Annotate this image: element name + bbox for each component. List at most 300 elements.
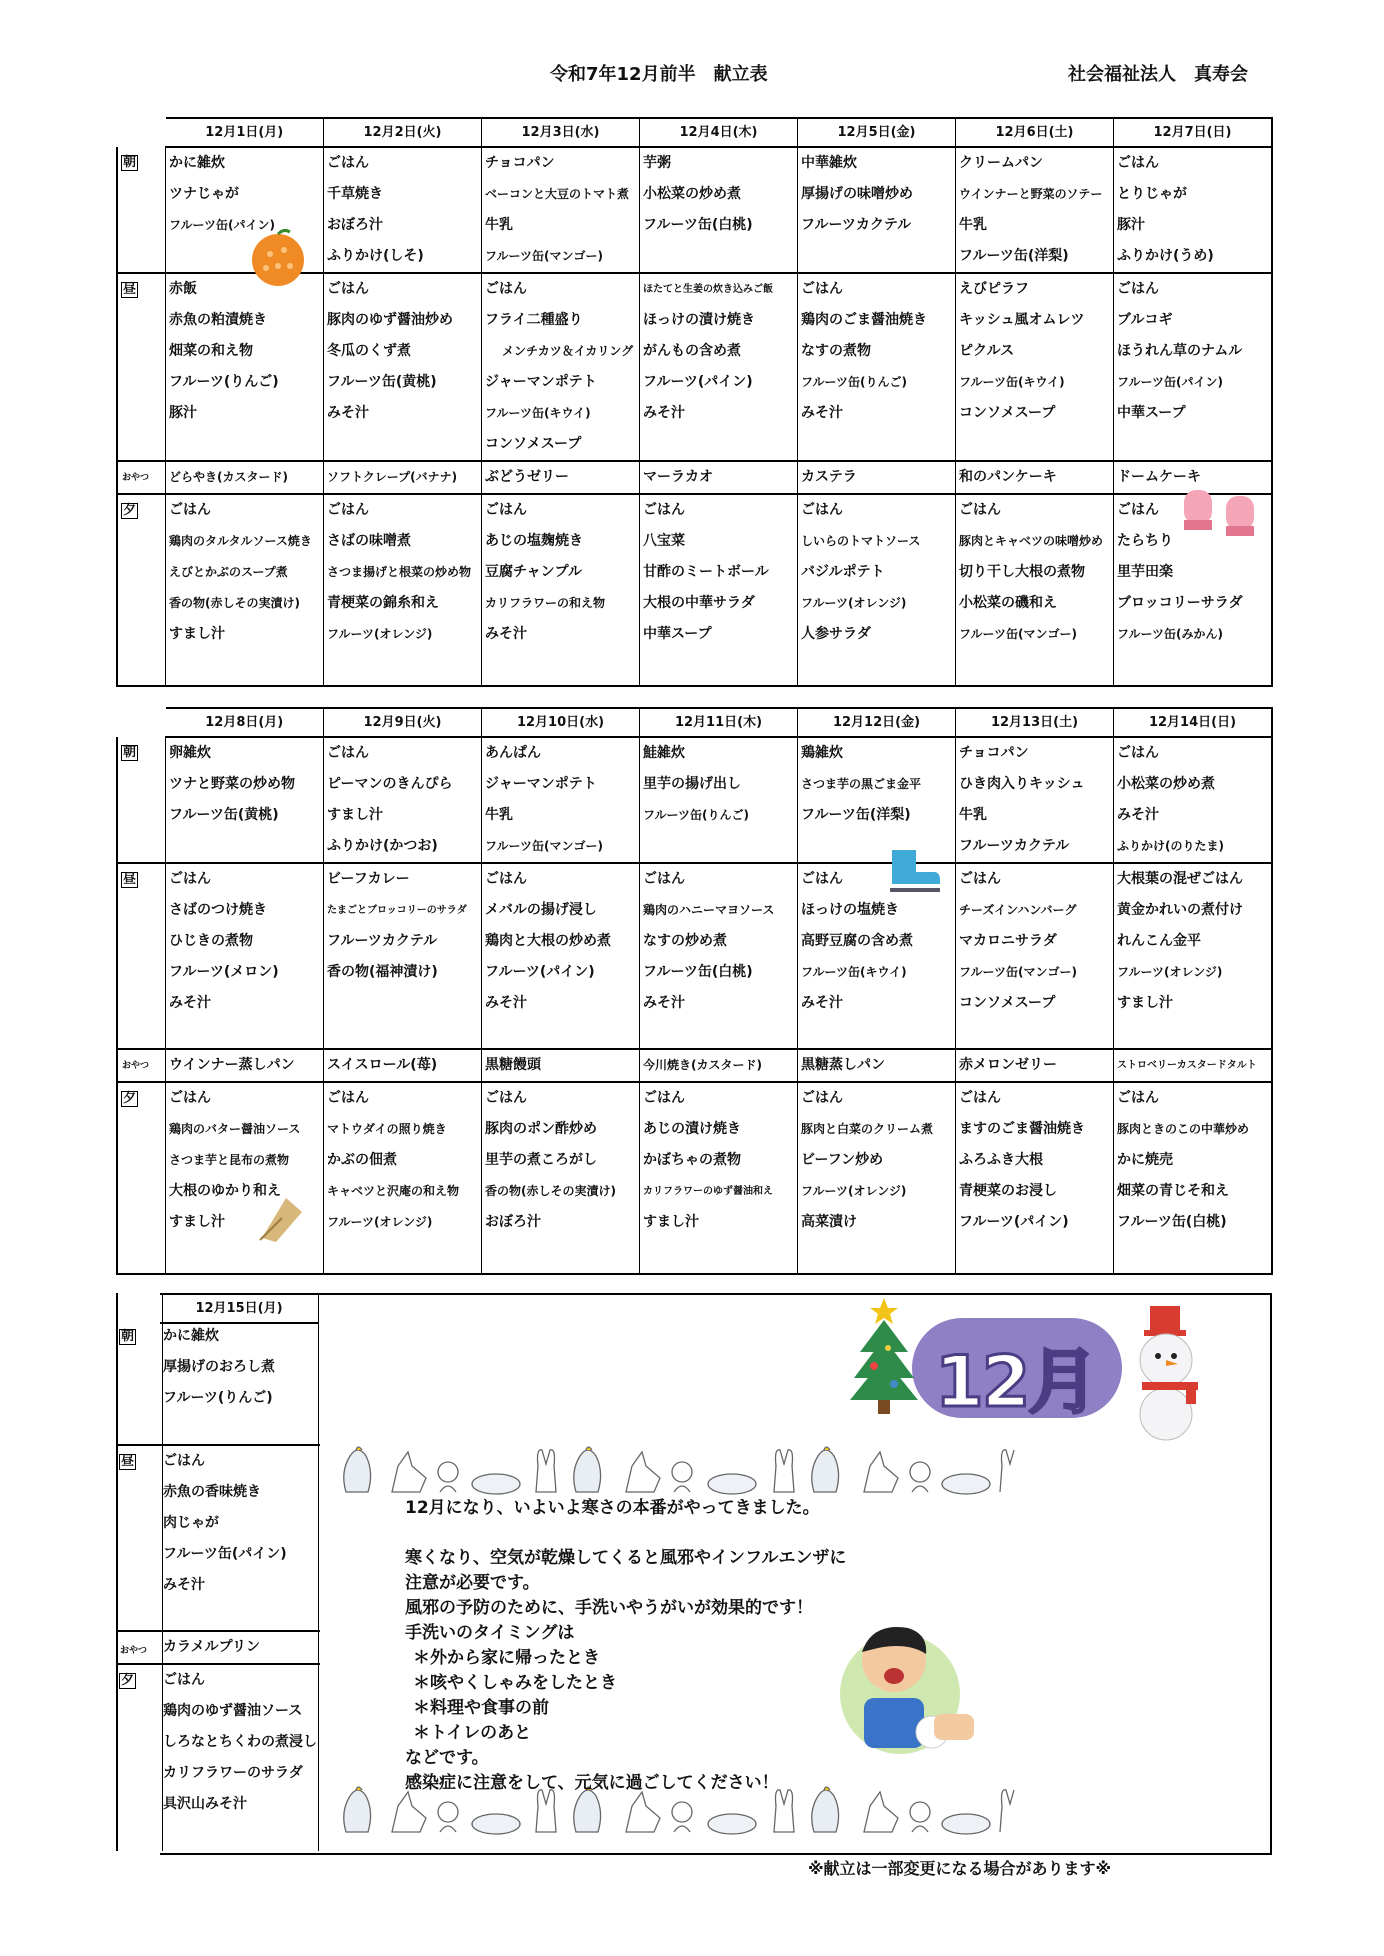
menu-item: ひじきの煮物 xyxy=(169,933,253,949)
snack-cell xyxy=(1114,1049,1273,1082)
menu-item: ごはん xyxy=(485,871,527,887)
snowman-icon xyxy=(1124,1302,1214,1442)
snack-label xyxy=(117,1049,166,1082)
menu-item: フルーツ缶(マンゴー) xyxy=(485,839,604,853)
snack-cell xyxy=(166,461,324,494)
menu-item: フルーツ缶(黄桃) xyxy=(169,807,279,823)
menu-item: フルーツ缶(キウイ) xyxy=(485,406,591,420)
menu-item: チョコパン xyxy=(959,745,1029,761)
menu-item: フルーツ缶(りんご) xyxy=(643,808,750,822)
menu-item: なすの煮物 xyxy=(801,343,871,359)
menu-item: マトウダイの照り焼き xyxy=(327,1122,447,1136)
menu-item: フルーツ缶(マンゴー) xyxy=(959,627,1078,641)
date-header: 12月2日(火) xyxy=(324,118,482,147)
snack-label xyxy=(117,461,166,494)
breakfast-cell xyxy=(640,737,798,863)
page-title: 令和7年12月前半 献立表 xyxy=(550,64,768,85)
menu-item: カラメルプリン xyxy=(163,1639,261,1655)
snack-cell xyxy=(956,461,1114,494)
snack-cell xyxy=(324,461,482,494)
menu-item: ふりかけ(かつお) xyxy=(327,838,438,854)
menu-item: 赤魚の香味焼き xyxy=(163,1484,261,1500)
menu-item: ブロッコリーサラダ xyxy=(1117,595,1243,611)
dinner-label xyxy=(117,494,166,686)
menu-item: 豚肉のポン酢炒め xyxy=(485,1121,597,1137)
message-line: ＊トイレのあと xyxy=(413,1723,532,1743)
menu-item: 鶏肉のタルタルソース焼き xyxy=(169,534,312,548)
menu-item: 中華スープ xyxy=(643,626,712,642)
menu-item: さつま揚げと根菜の炒め物 xyxy=(327,565,472,579)
menu-item: すまし汁 xyxy=(643,1214,699,1230)
menu-item: ごはん xyxy=(169,871,211,887)
menu-item: カリフラワーのサラダ xyxy=(163,1765,303,1781)
menu-item: えびとかぶのスープ煮 xyxy=(169,565,288,579)
menu-item: すまし汁 xyxy=(327,807,383,823)
breakfast-cell xyxy=(640,147,798,273)
breakfast-cell xyxy=(324,147,482,273)
menu-item: かに雑炊 xyxy=(169,155,225,171)
message-line: などです。 xyxy=(405,1748,489,1768)
menu-item: 鶏雑炊 xyxy=(801,745,843,761)
date-header: 12月12日(金) xyxy=(798,708,956,737)
lunch-cell xyxy=(798,273,956,461)
day15-label-column xyxy=(116,1293,163,1851)
menu-item: がんもの含め煮 xyxy=(643,343,741,359)
menu-item: コンソメスープ xyxy=(959,405,1056,421)
menu-item: ごはん xyxy=(163,1453,205,1469)
snack-label-text: おやつ xyxy=(122,1061,150,1071)
lunch-cell xyxy=(324,273,482,461)
menu-item: ウインナー蒸しパン xyxy=(169,1057,295,1073)
message-line: 手洗いのタイミングは xyxy=(405,1623,575,1643)
menu-item: ごはん xyxy=(1117,155,1159,171)
dinner-cell xyxy=(166,1082,324,1274)
menu-item: 厚揚げのおろし煮 xyxy=(163,1359,275,1375)
menu-item: キャベツと沢庵の和え物 xyxy=(327,1184,460,1198)
menu-item: ごはん xyxy=(169,502,211,518)
menu-item: みそ汁 xyxy=(485,626,527,642)
menu-item: とりじゃが xyxy=(1117,186,1187,202)
menu-item: 鶏肉のハニーマヨソース xyxy=(643,903,775,917)
menu-item: ごはん xyxy=(959,1090,1001,1106)
menu-item: マカロニサラダ xyxy=(959,933,1057,949)
lunch-label: 昼 xyxy=(121,1454,135,1469)
menu-item: 豚汁 xyxy=(169,405,197,421)
menu-item: クリームパン xyxy=(959,155,1043,171)
date-header: 12月8日(月) xyxy=(166,708,324,737)
menu-item: メンチカツ＆イカリング xyxy=(502,344,634,358)
menu-item: 卵雑炊 xyxy=(169,745,211,761)
breakfast-cell xyxy=(1114,147,1273,273)
month-badge: 12月 xyxy=(935,1341,1097,1423)
menu-item: みそ汁 xyxy=(643,405,685,421)
menu-item: 牛乳 xyxy=(485,217,513,233)
menu-item: ごはん xyxy=(163,1672,205,1688)
menu-item: 冬瓜のくず煮 xyxy=(327,343,411,359)
menu-item: フルーツ缶(黄桃) xyxy=(327,374,437,390)
menu-item: 豚肉とキャベツの味噌炒め xyxy=(959,534,1104,548)
menu-item: ごはん xyxy=(327,155,369,171)
menu-item: フルーツ(パイン) xyxy=(959,1214,1069,1230)
message-line: 感染症に注意をして、元気に過ごしてください！ xyxy=(405,1773,779,1793)
menu-item: カステラ xyxy=(801,469,857,485)
menu-item: ごはん xyxy=(485,1090,527,1106)
dinner-cell xyxy=(956,1082,1114,1274)
menu-item: チーズインハンバーグ xyxy=(959,903,1077,917)
breakfast-cell xyxy=(166,737,324,863)
menu-item: フルーツ(パイン) xyxy=(485,964,595,980)
lunch-label xyxy=(117,863,166,1049)
date-header: 12月5日(金) xyxy=(798,118,956,147)
dinner-cell xyxy=(798,1082,956,1274)
menu-item: フルーツ(オレンジ) xyxy=(1117,965,1223,979)
menu-item: たらちり xyxy=(1117,533,1173,549)
menu-item: ごはん xyxy=(169,1090,211,1106)
menu-item: しいらのトマトソース xyxy=(801,534,921,548)
menu-item: 具沢山みそ汁 xyxy=(163,1796,247,1812)
menu-item: チョコパン xyxy=(485,155,555,171)
menu-item: どらやき(カスタード) xyxy=(169,470,288,484)
menu-item: スイスロール(苺) xyxy=(327,1057,438,1073)
menu-item: 小松菜の炒め煮 xyxy=(1117,776,1215,792)
menu-item: フルーツ缶(洋梨) xyxy=(801,807,911,823)
snack-cell xyxy=(640,461,798,494)
week1-menu-table xyxy=(116,117,1273,687)
menu-item: ごはん xyxy=(643,871,685,887)
menu-item: フルーツ缶(りんご) xyxy=(801,375,908,389)
menu-item: かに雑炊 xyxy=(163,1328,219,1344)
menu-item: ウインナーと野菜のソテー xyxy=(959,187,1103,201)
menu-item: フルーツ缶(白桃) xyxy=(1117,1214,1227,1230)
dinner-cell xyxy=(482,494,640,686)
menu-item: ふりかけ(うめ) xyxy=(1117,248,1214,264)
menu-item: ごはん xyxy=(327,745,369,761)
orange-icon xyxy=(248,228,308,288)
breakfast-label xyxy=(117,147,166,273)
menu-item: 豚汁 xyxy=(1117,217,1145,233)
menu-item: 今川焼き(カスタード) xyxy=(643,1058,762,1072)
menu-item: フルーツ缶(マンゴー) xyxy=(959,965,1078,979)
menu-item: 里芋の揚げ出し xyxy=(643,776,741,792)
menu-item: フルーツ缶(キウイ) xyxy=(801,965,907,979)
menu-item: ブルコギ xyxy=(1117,312,1173,328)
menu-item: ごはん xyxy=(1117,502,1159,518)
lunch-cell xyxy=(956,273,1114,461)
menu-item: みそ汁 xyxy=(163,1577,205,1593)
message-line xyxy=(405,1521,846,1546)
menu-item: すまし汁 xyxy=(169,1214,225,1230)
dinner-label: 夕 xyxy=(121,1673,135,1688)
menu-item: フルーツ缶(洋梨) xyxy=(959,248,1069,264)
menu-item: ストロベリーカスタードタルト xyxy=(1117,1060,1257,1071)
date-header: 12月13日(土) xyxy=(956,708,1114,737)
menu-item: みそ汁 xyxy=(169,995,211,1011)
menu-item: ジャーマンポテト xyxy=(485,776,597,792)
snack-cell xyxy=(798,461,956,494)
menu-item: ドームケーキ xyxy=(1117,469,1201,485)
dinner-cell xyxy=(1114,1082,1273,1274)
date-header: 12月11日(木) xyxy=(640,708,798,737)
menu-item: ごはん xyxy=(801,871,843,887)
leaf-icon xyxy=(256,1188,308,1244)
snack-label: おやつ xyxy=(120,1646,148,1656)
menu-item: ごはん xyxy=(327,281,369,297)
menu-item: 鶏肉のバター醤油ソース xyxy=(169,1122,301,1136)
menu-item: ごはん xyxy=(1117,1090,1159,1106)
menu-item: 厚揚げの味噌炒め xyxy=(801,186,913,202)
menu-item: ごはん xyxy=(801,1090,843,1106)
menu-item: みそ汁 xyxy=(801,405,843,421)
menu-item: 香の物(赤しその実漬け) xyxy=(169,596,300,610)
breakfast-label: 朝 xyxy=(121,1329,135,1344)
menu-item: 小松菜の炒め煮 xyxy=(643,186,741,202)
menu-item: フルーツ缶(キウイ) xyxy=(959,375,1065,389)
message-line: ＊料理や食事の前 xyxy=(413,1698,549,1718)
menu-item: 香の物(福神漬け) xyxy=(327,964,438,980)
menu-item: 畑菜の青じそ和え xyxy=(1117,1183,1229,1199)
lunch-cell xyxy=(166,863,324,1049)
menu-item: えびピラフ xyxy=(959,281,1029,297)
menu-item: 芋粥 xyxy=(643,155,671,171)
menu-item: みそ汁 xyxy=(485,995,527,1011)
menu-item: さつま芋の黒ごま金平 xyxy=(801,777,922,791)
section-divider xyxy=(116,1663,320,1665)
snack-cell xyxy=(482,1049,640,1082)
menu-item: カリフラワーの和え物 xyxy=(485,596,606,610)
menu-item: ほっけの塩焼き xyxy=(801,902,899,918)
dinner-label xyxy=(117,1082,166,1274)
menu-item: ごはん xyxy=(1117,745,1159,761)
dinner-cell xyxy=(956,494,1114,686)
breakfast-cell xyxy=(1114,737,1273,863)
menu-item: ジャーマンポテト xyxy=(485,374,597,390)
dinner-label-text: 夕 xyxy=(123,503,137,518)
menu-item: フライ二種盛り xyxy=(485,312,583,328)
menu-item: フルーツ缶(パイン) xyxy=(163,1546,287,1562)
date-header: 12月6日(土) xyxy=(956,118,1114,147)
menu-item: 八宝菜 xyxy=(643,533,685,549)
menu-item: 鶏肉のゆず醤油ソース xyxy=(163,1703,303,1719)
menu-item: フルーツカクテル xyxy=(959,838,1070,854)
menu-item: フルーツ(オレンジ) xyxy=(327,627,433,641)
menu-item: フルーツ缶(パイン) xyxy=(169,218,276,232)
menu-item: 切り干し大根の煮物 xyxy=(959,564,1085,580)
dinner-cell xyxy=(482,1082,640,1274)
menu-item: さばのつけ焼き xyxy=(169,902,267,918)
date-header: 12月7日(日) xyxy=(1114,118,1273,147)
menu-item: フルーツ(りんご) xyxy=(169,374,279,390)
date-header: 12月10日(水) xyxy=(482,708,640,737)
message-line: 12月になり、いよいよ寒さの本番がやってきました。 xyxy=(405,1498,820,1518)
snack-label-text: おやつ xyxy=(122,473,150,483)
lunch-cell xyxy=(324,863,482,1049)
menu-item: ごはん xyxy=(959,871,1001,887)
snack-cell xyxy=(640,1049,798,1082)
message-line: 寒くなり、空気が乾燥してくると風邪やインフルエンザに xyxy=(405,1548,847,1568)
menu-item: ほっけの漬け焼き xyxy=(643,312,755,328)
menu-item: コンソメスープ xyxy=(485,436,582,452)
menu-item: ごはん xyxy=(485,502,527,518)
menu-item: カリフラワーのゆず醤油和え xyxy=(643,1186,773,1197)
menu-item: ぶどうゼリー xyxy=(485,469,569,485)
snack-cell xyxy=(324,1049,482,1082)
menu-item: 大根のゆかり和え xyxy=(169,1183,281,1199)
animal-border-top xyxy=(336,1442,1016,1498)
menu-item: ごはん xyxy=(643,1090,685,1106)
dinner-cell xyxy=(324,1082,482,1274)
menu-item: ピーマンのきんぴら xyxy=(327,776,453,792)
handwash-icon xyxy=(838,1602,978,1762)
menu-item: 香の物(赤しその実漬け) xyxy=(485,1184,616,1198)
menu-item: 青梗菜のお浸し xyxy=(959,1183,1057,1199)
dinner-cell xyxy=(798,494,956,686)
menu-item: 鮭雑炊 xyxy=(643,745,685,761)
menu-item: 里芋田楽 xyxy=(1117,564,1173,580)
menu-item: 大根の中華サラダ xyxy=(643,595,755,611)
date-header: 12月1日(月) xyxy=(166,118,324,147)
menu-item: 千草焼き xyxy=(327,186,383,202)
dinner-cell xyxy=(166,494,324,686)
menu-item: 中華スープ xyxy=(1117,405,1186,421)
menu-item: フルーツカクテル xyxy=(327,933,438,949)
breakfast-cell xyxy=(482,737,640,863)
menu-item: ごはん xyxy=(959,502,1001,518)
date-header: 12月14日(日) xyxy=(1114,708,1273,737)
breakfast-cell xyxy=(956,147,1114,273)
breakfast-label-text: 朝 xyxy=(123,155,137,170)
lunch-cell xyxy=(1114,863,1273,1049)
lunch-label xyxy=(117,273,166,461)
menu-item: ツナと野菜の炒め物 xyxy=(169,776,295,792)
organization-name: 社会福祉法人 真寿会 xyxy=(1068,64,1248,85)
breakfast-cell xyxy=(956,737,1114,863)
skate-icon xyxy=(882,846,942,896)
menu-item: みそ汁 xyxy=(801,995,843,1011)
menu-item: かぶの佃煮 xyxy=(327,1152,397,1168)
lunch-cell xyxy=(640,273,798,461)
tree-icon xyxy=(848,1296,920,1416)
mittens-icon xyxy=(1178,484,1264,540)
menu-item: あんぱん xyxy=(485,745,541,761)
menu-item: すまし汁 xyxy=(1117,995,1173,1011)
breakfast-cell xyxy=(798,737,956,863)
section-divider xyxy=(116,1444,320,1446)
menu-item: 高野豆腐の含め煮 xyxy=(801,933,913,949)
menu-item: ほたてと生姜の炊き込みご飯 xyxy=(643,284,773,295)
menu-item: 鶏肉と大根の炒め煮 xyxy=(485,933,611,949)
date-header: 12月4日(木) xyxy=(640,118,798,147)
lunch-cell xyxy=(1114,273,1273,461)
menu-item: フルーツ缶(みかん) xyxy=(1117,627,1224,641)
breakfast-cell xyxy=(798,147,956,273)
menu-item: フルーツ(メロン) xyxy=(169,964,279,980)
menu-item: ごはん xyxy=(485,281,527,297)
menu-item: ますのごま醤油焼き xyxy=(959,1121,1085,1137)
dinner-cell xyxy=(640,494,798,686)
message-line: 注意が必要です。 xyxy=(405,1573,540,1593)
health-message xyxy=(405,1496,846,1796)
menu-item: ツナじゃが xyxy=(169,186,239,202)
menu-item: あじの漬け焼き xyxy=(643,1121,741,1137)
menu-item: すまし汁 xyxy=(169,626,225,642)
menu-item: れんこん金平 xyxy=(1117,933,1201,949)
message-line: ＊咳やくしゃみをしたとき xyxy=(413,1673,617,1693)
menu-item: みそ汁 xyxy=(327,405,369,421)
menu-item: おぼろ汁 xyxy=(327,217,383,233)
menu-item: フルーツ(オレンジ) xyxy=(801,596,907,610)
breakfast-label xyxy=(117,737,166,863)
menu-item: フルーツ(パイン) xyxy=(643,374,753,390)
menu-item: 高菜漬け xyxy=(801,1214,857,1230)
menu-item: 青梗菜の錦糸和え xyxy=(327,595,439,611)
menu-item: ふりかけ(のりたま) xyxy=(1117,839,1224,853)
menu-item: 牛乳 xyxy=(485,807,513,823)
menu-item: 中華雑炊 xyxy=(801,155,857,171)
menu-item: 豆腐チャンプル xyxy=(485,564,583,580)
menu-item: フルーツ缶(パイン) xyxy=(1117,375,1224,389)
menu-item: ふりかけ(しそ) xyxy=(327,248,424,264)
message-line: 風邪の予防のために、手洗いやうがいが効果的です！ xyxy=(405,1598,813,1618)
menu-item: ごはん xyxy=(327,1090,369,1106)
menu-item: 豚肉と白菜のクリーム煮 xyxy=(801,1122,934,1136)
menu-item: 鶏肉のごま醤油焼き xyxy=(801,312,927,328)
menu-item: フルーツ缶(白桃) xyxy=(643,217,753,233)
menu-item: フルーツカクテル xyxy=(801,217,912,233)
menu-item: ごはん xyxy=(643,502,685,518)
breakfast-cell xyxy=(324,737,482,863)
lunch-cell xyxy=(166,273,324,461)
menu-item: 牛乳 xyxy=(959,217,987,233)
menu-item: 赤メロンゼリー xyxy=(959,1057,1057,1073)
menu-item: バジルポテト xyxy=(801,564,885,580)
snack-cell xyxy=(482,461,640,494)
menu-item: フルーツ缶(マンゴー) xyxy=(485,249,604,263)
menu-item: ごはん xyxy=(801,502,843,518)
menu-item: ひき肉入りキッシュ xyxy=(959,776,1085,792)
menu-item: ほうれん草のナムル xyxy=(1117,343,1243,359)
snack-cell xyxy=(956,1049,1114,1082)
menu-item: 牛乳 xyxy=(959,807,987,823)
menu-item: ベーコンと大豆のトマト煮 xyxy=(485,187,630,201)
message-line: ＊外から家に帰ったとき xyxy=(413,1648,600,1668)
menu-item: 黄金かれいの煮付け xyxy=(1117,902,1243,918)
menu-item: 小松菜の磯和え xyxy=(959,595,1057,611)
menu-item: メバルの揚げ浸し xyxy=(485,902,597,918)
menu-item: ごはん xyxy=(327,502,369,518)
menu-item: さばの味噌煮 xyxy=(327,533,411,549)
menu-item: 赤魚の粕漬焼き xyxy=(169,312,267,328)
dinner-cell xyxy=(324,494,482,686)
dinner-cell xyxy=(640,1082,798,1274)
date-header: 12月3日(水) xyxy=(482,118,640,147)
menu-item: マーラカオ xyxy=(643,469,713,485)
menu-item: ごはん xyxy=(801,281,843,297)
breakfast-label-text: 朝 xyxy=(123,745,137,760)
menu-item: なすの炒め煮 xyxy=(643,933,727,949)
menu-item: ふろふき大根 xyxy=(959,1152,1043,1168)
menu-item: しろなとちくわの煮浸し xyxy=(163,1734,317,1750)
breakfast-cell xyxy=(482,147,640,273)
lunch-label-text: 昼 xyxy=(123,872,137,887)
menu-item: 豚肉ときのこの中華炒め xyxy=(1117,1122,1250,1136)
menu-item: おぼろ汁 xyxy=(485,1214,541,1230)
snack-cell xyxy=(798,1049,956,1082)
menu-item: 豚肉のゆず醤油炒め xyxy=(327,312,453,328)
lunch-cell xyxy=(482,863,640,1049)
snack-cell xyxy=(166,1049,324,1082)
menu-item: 人参サラダ xyxy=(801,626,871,642)
menu-item: ビーフン炒め xyxy=(801,1152,884,1168)
